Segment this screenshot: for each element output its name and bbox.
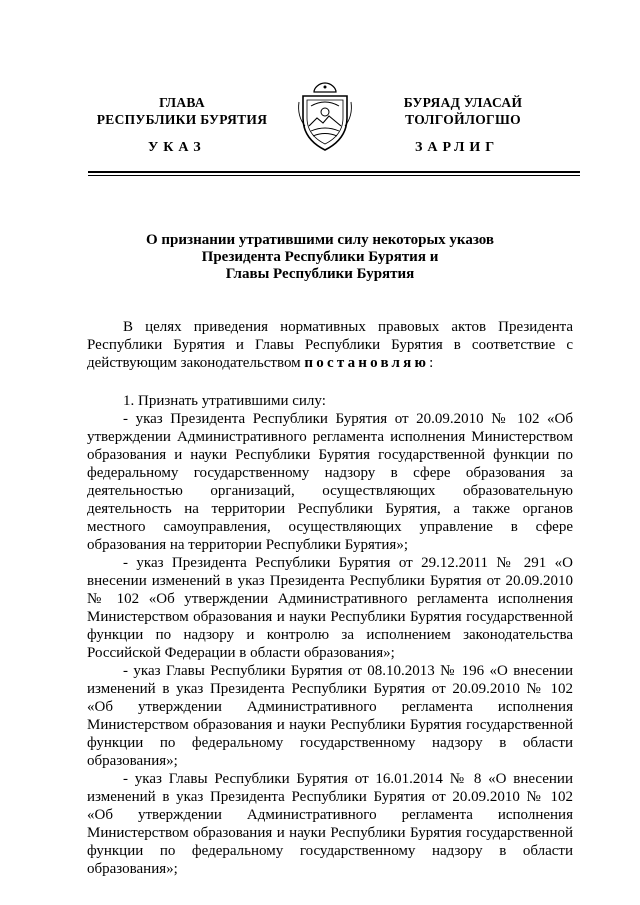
issuer-right-line2: ТОЛГОЙЛОГШО — [405, 112, 521, 127]
decree-word-right: ЗАРЛИГ — [415, 140, 500, 155]
list-item: - указ Президента Республики Бурятия от 20.09.2010 № 102 «Об утверждении Административного регламента исполнения Министерством образования и науки Республики Бурятия государственной функции по федеральному государственному надзору в сфере образования за деятельностью организаций, осуществляющих образовательную деятельность на территории Республики Бурятия, а также органов местного самоуправления, осуществляющих управление в сфере образования на территории Республики Бурятия»; — [87, 411, 573, 553]
issuer-right-line1: БУРЯАД УЛАСАЙ — [403, 95, 523, 110]
issuer-left-line1: ГЛАВА — [159, 95, 205, 110]
decree-word-left: УКАЗ — [148, 140, 206, 155]
issuer-left — [88, 94, 276, 128]
list-item: - указ Главы Республики Бурятия от 08.10.2013 № 196 «О внесении изменений в указ Президента Республики Бурятия от 20.09.2010 № 102 «Об утверждении Административного регламента исполнения Министерством образования и науки Республики Бурятия государственной функции по федеральному государственному надзору в области образования»; — [87, 663, 573, 769]
preamble-text: В целях приведения нормативных правовых актов Президента Республики Бурятия и Главы Республики Бурятия в соответствие с действующим законодательством — [87, 319, 573, 371]
header-divider-thin — [88, 175, 580, 176]
title-line-2: Президента Республики Бурятия и — [201, 249, 439, 265]
list-item: - указ Президента Республики Бурятия от 29.12.2011 № 291 «О внесении изменений в указ Президента Республики Бурятия от 20.09.2010 № 102 «Об утверждении Административного регламента исполнения Министерством образования и науки Республики Бурятия государственной функции по надзору и контролю за исполнением законодательства Российской Федерации в области образования»; — [87, 555, 573, 661]
list-item: - указ Главы Республики Бурятия от 16.01.2014 № 8 «О внесении изменений в указ Президента Республики Бурятия от 20.09.2010 № 102 «Об утверждении Административного регламента исполнения Министерством образования и науки Республики Бурятия государственной функции по федеральному государственному надзору в области образования»; — [87, 771, 573, 877]
issuer-left-line2: РЕСПУБЛИКИ БУРЯТИЯ — [96, 112, 268, 127]
coat-of-arms-emblem — [295, 80, 355, 152]
preamble-end: : — [429, 355, 434, 371]
issuer-right — [378, 94, 548, 128]
document-title — [90, 232, 550, 283]
title-line-3: Главы Республики Бурятия — [225, 266, 415, 282]
header-divider-thick — [88, 171, 580, 173]
item-1-heading: 1. Признать утратившими силу: — [123, 393, 326, 409]
preamble-paragraph — [87, 318, 573, 372]
document-body — [87, 318, 573, 878]
title-line-1: О признании утратившими силу некоторых указов — [146, 232, 494, 248]
preamble-emphasis: постановляю — [304, 355, 430, 371]
